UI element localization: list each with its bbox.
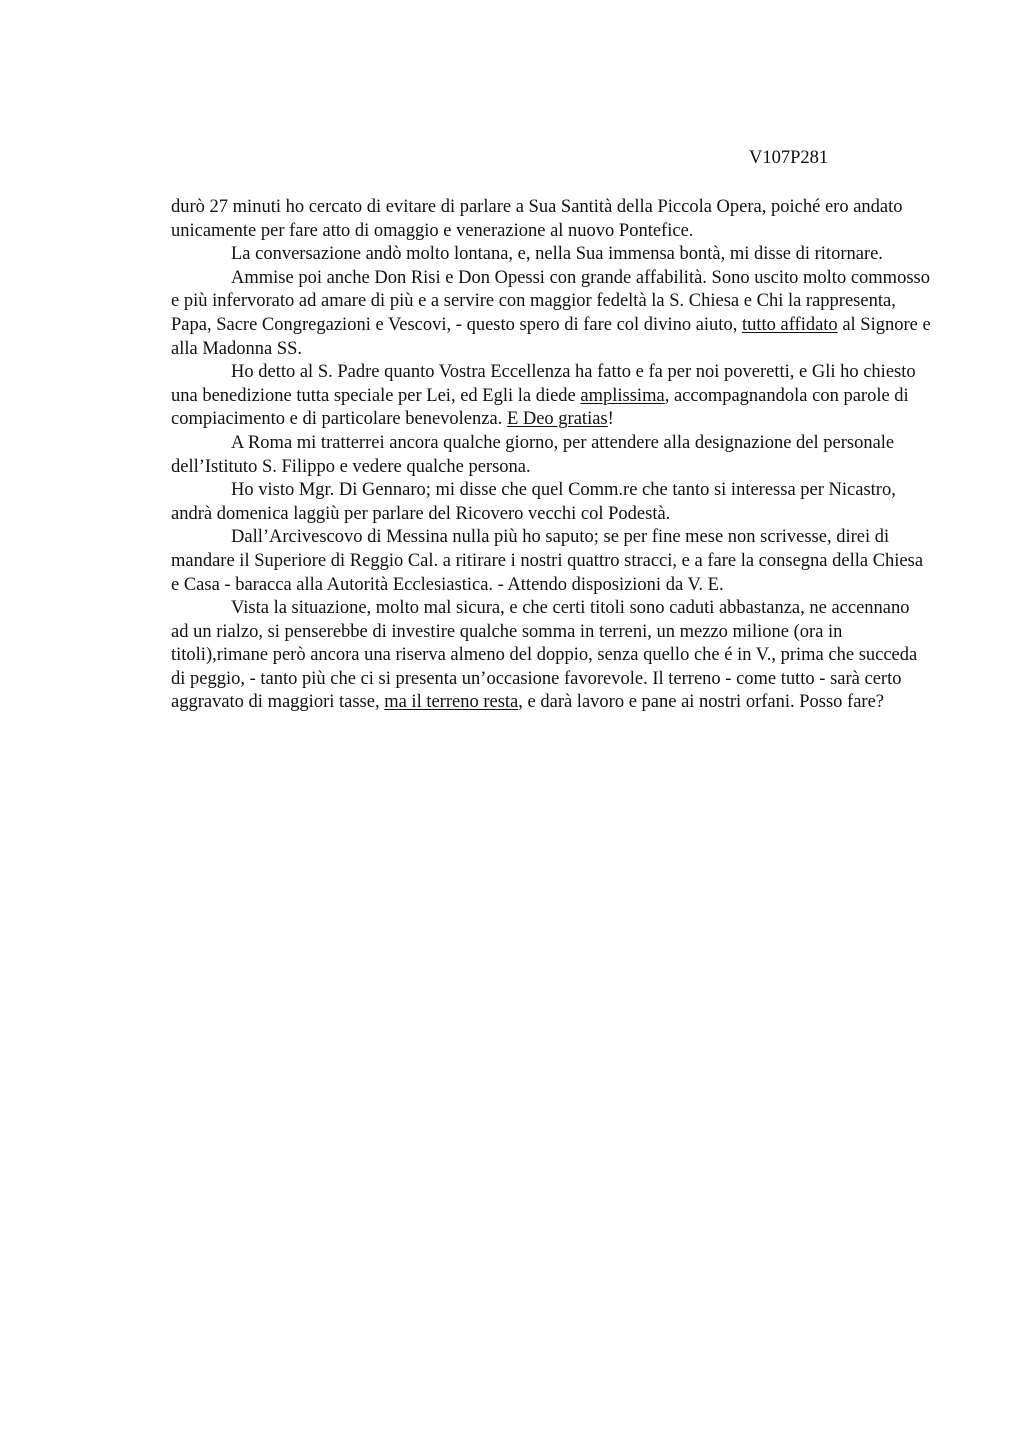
letter-body <box>171 196 931 715</box>
paragraph-text: Ammise poi anche Don Risi e Don Opessi con grande affabilità. Sono uscito molto commosso e più infervorato ad amare di più e a servire con maggior fedeltà la S. Chiesa e Chi la rappresenta, Papa, Sacre Congregazioni e Vescovi, - questo spero di fare col divino aiuto, <box>171 267 930 335</box>
paragraph-3 <box>171 267 931 361</box>
paragraph-6 <box>171 479 931 526</box>
paragraph-5 <box>171 432 931 479</box>
paragraph-text: Dall’Arcivescovo di Messina nulla più ho saputo; se per fine mese non scrivesse, direi di mandare il Superiore di Reggio Cal. a ritirare i nostri quattro stracci, e a fare la consegna della Chiesa e Casa - baracca alla Autorità Ecclesiastica. - Attendo disposizioni da V. E. <box>171 527 924 595</box>
paragraph-text: , accompagnandola con parole di compiacimento e di particolare benevolenza. <box>171 385 909 430</box>
page-reference: V107P281 <box>749 148 829 168</box>
underlined-phrase: E Deo gratias <box>506 409 608 430</box>
underlined-phrase: tutto affidato <box>741 314 838 335</box>
paragraph-2 <box>171 243 931 267</box>
paragraph-text: Ho detto al S. Padre quanto Vostra Eccellenza ha fatto e fa per noi poveretti, e Gli ho chiesto una benedizione tutta speciale per Lei, ed Egli la diede <box>171 362 916 406</box>
paragraph-7 <box>171 526 931 597</box>
paragraph-text: A Roma mi tratterrei ancora qualche giorno, per attendere alla designazione del personale dell’Istituto S. Filippo e vedere qualche persona. <box>171 432 895 477</box>
paragraph-text: Vista la situazione, molto mal sicura, e che certi titoli sono caduti abbastanza, ne accennano ad un rialzo, si penserebbe di investire qualche somma in terreni, un mezzo milione (ora in titoli),rimane però ancora una riserva almeno del doppio, senza quello che é in V., prima che succeda di peggio, - tanto più che ci si presenta un’occasione favorevole. Il terreno - come tutto - sarà certo aggravato di maggiori tasse, <box>171 598 918 713</box>
paragraph-text: ! <box>607 409 614 430</box>
underlined-phrase: amplissima <box>580 385 665 406</box>
paragraph-text: La conversazione andò molto lontana, e, nella Sua immensa bontà, mi disse di ritornare. <box>231 244 883 265</box>
paragraph-text: Ho visto Mgr. Di Gennaro; mi disse che quel Comm.re che tanto si interessa per Nicastro, andrà domenica laggiù per parlare del Ricovero vecchi col Podestà. <box>171 480 896 524</box>
paragraph-4 <box>171 361 931 432</box>
paragraph-text: durò 27 minuti ho cercato di evitare di parlare a Sua Santità della Piccola Opera, poiché ero andato unicamente per fare atto di omaggio e venerazione al nuovo Pontefice. <box>171 197 903 241</box>
paragraph-1 <box>171 196 931 243</box>
paragraph-text: , e darà lavoro e pane ai nostri orfani. Posso fare? <box>518 692 885 713</box>
paragraph-8 <box>171 597 931 715</box>
underlined-phrase: ma il terreno resta <box>384 692 519 713</box>
paragraph-text: al Signore e alla Madonna SS. <box>171 314 931 359</box>
